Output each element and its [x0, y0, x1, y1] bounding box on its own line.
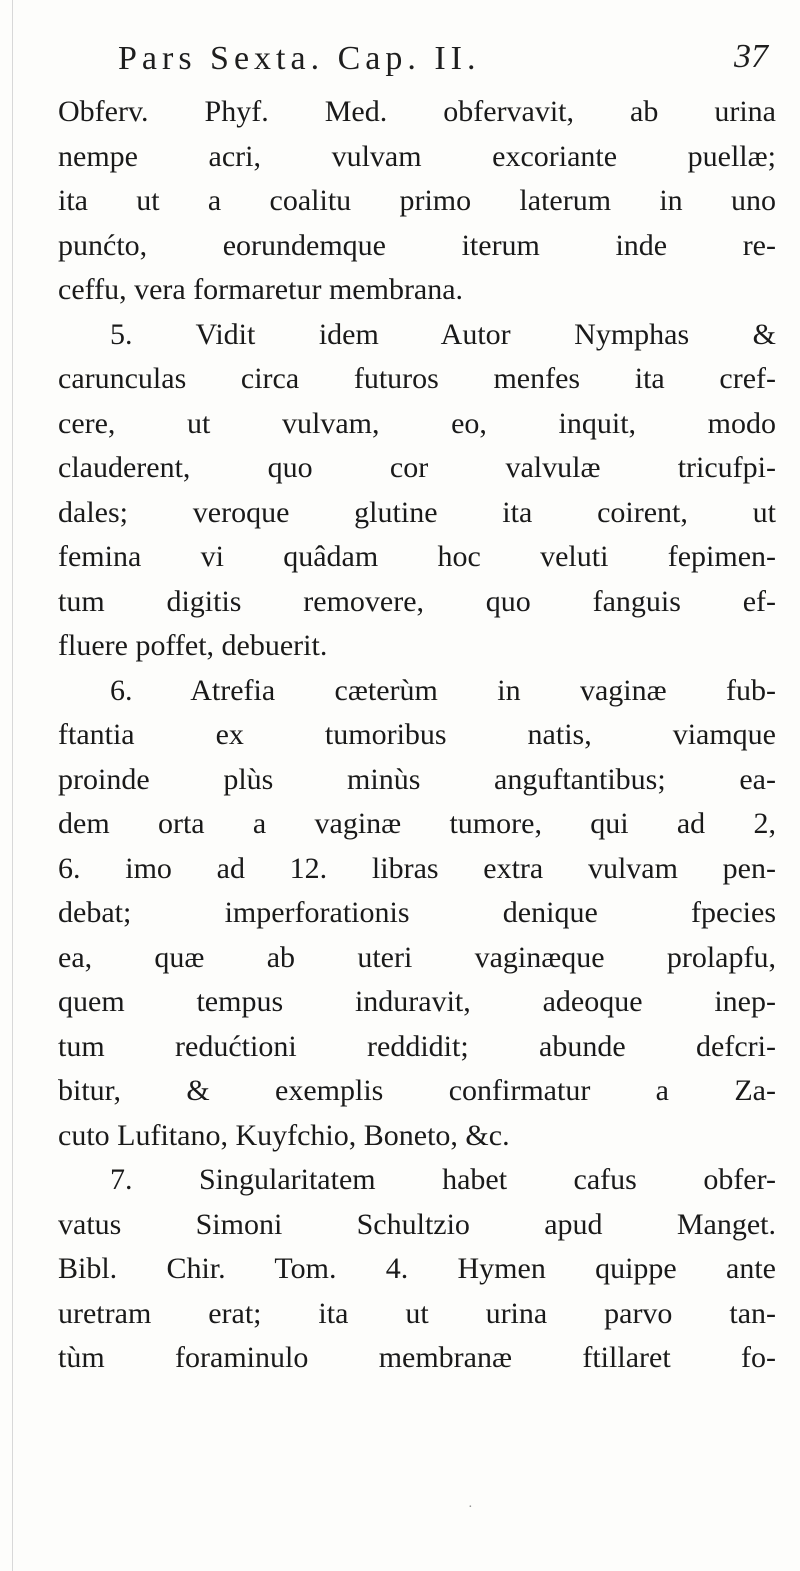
text-line: dem orta a vaginæ tumore, qui ad 2,: [58, 807, 776, 840]
gutter-edge: [12, 0, 13, 1571]
ink-speck: ·: [468, 1500, 473, 1515]
text-line: dales; veroque glutine ita coirent, ut: [58, 495, 776, 529]
text-line: ftantia ex tumoribus natis, viamque: [58, 718, 776, 751]
text-line: tùm foraminulo membranæ ftillaret fo-: [58, 1341, 776, 1374]
text-line: punćto, eorundemque iterum inde re-: [58, 228, 776, 262]
text-line: cere, ut vulvam, eo, inquit, modo: [58, 406, 776, 440]
text-line: tum redućtioni reddidit; abunde defcri-: [58, 1029, 776, 1063]
page-number: 37: [734, 38, 768, 75]
text-line: 6. Atrefia cæterùm in vaginæ fub-: [110, 673, 776, 707]
running-head: [118, 40, 768, 86]
text-line: carunculas circa futuros menfes ita cref-: [58, 362, 776, 395]
text-line: fluere poffet, debuerit.: [58, 629, 328, 662]
text-line: proinde plùs minùs anguftantibus; ea-: [58, 762, 776, 796]
text-line: debat; imperforationis denique fpecies: [58, 896, 776, 929]
text-line: 5. Vidit idem Autor Nymphas &: [110, 317, 776, 351]
text-line: bitur, & exemplis confirmatur a Za-: [58, 1074, 776, 1107]
text-line: tum digitis removere, quo fanguis ef-: [58, 584, 776, 618]
text-line: Obferv. Phyf. Med. obfervavit, ab urina: [58, 95, 776, 128]
text-line: nempe acri, vulvam excoriante puellæ;: [58, 139, 776, 173]
body-text: [58, 90, 776, 1381]
running-head-title: Pars Sexta. Cap. II.: [118, 40, 481, 77]
text-line: uretram erat; ita ut urina parvo tan-: [58, 1296, 776, 1330]
text-line: vatus Simoni Schultzio apud Manget.: [58, 1207, 776, 1241]
text-line: femina vi quâdam hoc veluti fepimen-: [58, 540, 776, 573]
text-line: 6. imo ad 12. libras extra vulvam pen-: [58, 851, 776, 885]
text-line: cuto Lufitano, Kuyfchio, Boneto, &c.: [58, 1118, 510, 1152]
text-line: Bibl. Chir. Tom. 4. Hymen quippe ante: [58, 1252, 776, 1285]
text-line: ita ut a coalitu primo laterum in uno: [58, 184, 776, 217]
text-line: ea, quæ ab uteri vaginæque prolapfu,: [58, 940, 776, 974]
text-line: quem tempus induravit, adeoque inep-: [58, 985, 776, 1018]
text-line: clauderent, quo cor valvulæ tricufpi-: [58, 451, 776, 484]
text-line: 7. Singularitatem habet cafus obfer-: [110, 1163, 776, 1196]
text-line: ceffu, vera formaretur membrana.: [58, 273, 464, 306]
